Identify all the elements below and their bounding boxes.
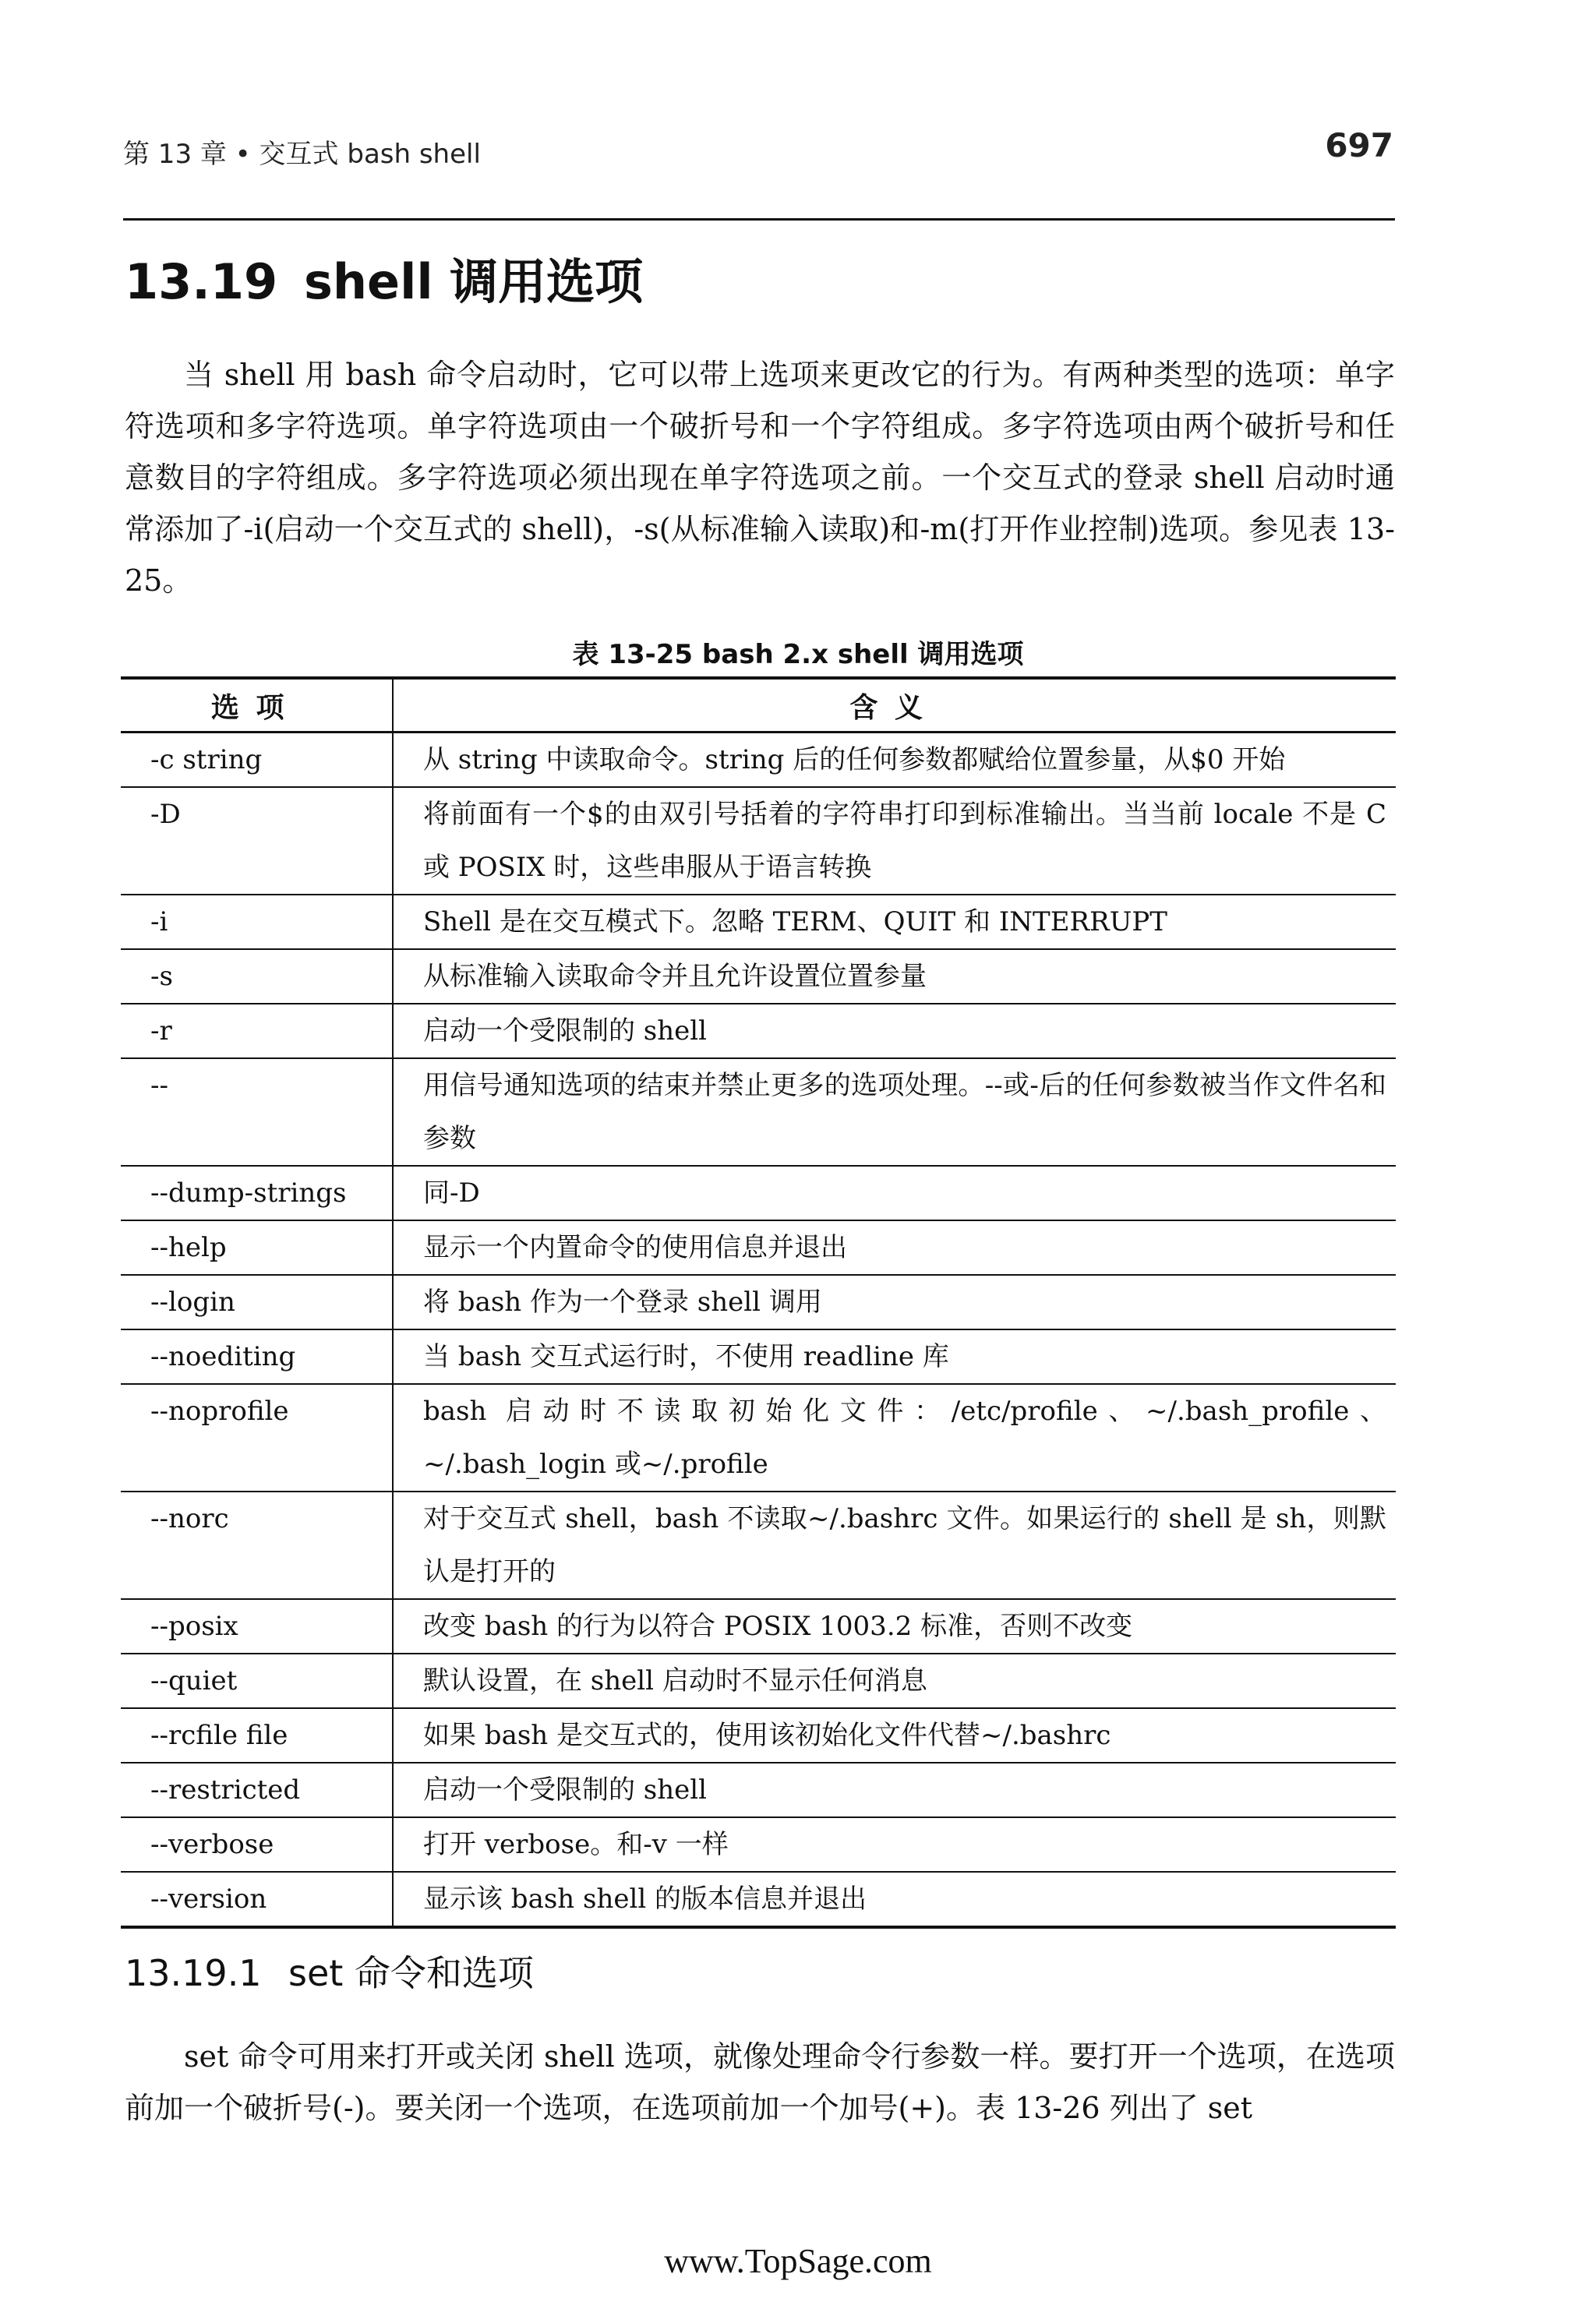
table-row: [121, 1492, 1396, 1599]
option-cell: -s: [121, 949, 393, 1004]
options-table: [121, 676, 1396, 1929]
table-row: [121, 1329, 1396, 1384]
running-head: [123, 126, 1393, 170]
table-row: [121, 1872, 1396, 1927]
table-row: [121, 1599, 1396, 1654]
meaning-cell: 从标准输入读取命令并且允许设置位置参量: [393, 949, 1396, 1004]
option-cell: --verbose: [121, 1817, 393, 1872]
subsection-title: [125, 1945, 534, 1996]
option-cell: --posix: [121, 1599, 393, 1654]
table-row: [121, 1817, 1396, 1872]
meaning-cell: 显示该 bash shell 的版本信息并退出: [393, 1872, 1396, 1927]
section-title: [125, 243, 643, 312]
table-row: [121, 1384, 1396, 1492]
option-cell: --noprofile: [121, 1384, 393, 1492]
table-row: [121, 787, 1396, 895]
section-title-text: shell 调用选项: [304, 253, 644, 310]
meaning-cell: 用信号通知选项的结束并禁止更多的选项处理。--或-后的任何参数被当作文件名和参数: [393, 1058, 1396, 1166]
intro-paragraph: 当 shell 用 bash 命令启动时，它可以带上选项来更改它的行为。有两种类型的选项：单字符选项和多字符选项。单字符选项由一个破折号和一个字符组成。多字符选项由两个破折号和任意数目的字符组成。多字符选项必须出现在单字符选项之前。一个交互式的登录 shell 启动时通常添加了-i(启动一个交互式的 shell)，-s(从标准输入读取)和-m(打开作业控制)选项。参见表 13-25。: [125, 358, 1395, 598]
table-row: [121, 1058, 1396, 1166]
meaning-cell: 启动一个受限制的 shell: [393, 1763, 1396, 1817]
meaning-cell: 从 string 中读取命令。string 后的任何参数都赋给位置参量，从$0 开始: [393, 733, 1396, 788]
table-body: [121, 733, 1396, 1928]
option-cell: --: [121, 1058, 393, 1166]
table-row: [121, 1004, 1396, 1058]
table-row: [121, 1708, 1396, 1763]
meaning-cell: bash 启动时不读取初始化文件：/etc/profile、~/.bash_profile、~/.bash_login 或~/.profile: [393, 1384, 1396, 1492]
table-row: [121, 949, 1396, 1004]
meaning-cell: 显示一个内置命令的使用信息并退出: [393, 1220, 1396, 1275]
header-option: 选项: [121, 678, 393, 733]
header-rule: [123, 218, 1395, 221]
subsection-number: 13.19.1: [125, 1952, 262, 1994]
table-header-row: [121, 678, 1396, 733]
table-row: [121, 1763, 1396, 1817]
meaning-cell: 同-D: [393, 1166, 1396, 1220]
option-cell: --rcfile file: [121, 1708, 393, 1763]
meaning-cell: 将前面有一个$的由双引号括着的字符串打印到标准输出。当当前 locale 不是 C 或 POSIX 时，这些串服从于语言转换: [393, 787, 1396, 895]
chapter-label: 第 13 章 • 交互式 bash shell: [123, 139, 481, 170]
section-number: 13.19: [125, 253, 278, 310]
page-number: 697: [1325, 126, 1393, 164]
header-meaning: 含义: [393, 678, 1396, 733]
option-cell: --version: [121, 1872, 393, 1927]
table-row: [121, 1166, 1396, 1220]
footer-url: www.TopSage.com: [664, 2242, 932, 2280]
option-cell: --dump-strings: [121, 1166, 393, 1220]
meaning-cell: 对于交互式 shell，bash 不读取~/.bashrc 文件。如果运行的 shell 是 sh，则默认是打开的: [393, 1492, 1396, 1599]
meaning-cell: 将 bash 作为一个登录 shell 调用: [393, 1275, 1396, 1329]
option-cell: -c string: [121, 733, 393, 788]
option-cell: --restricted: [121, 1763, 393, 1817]
meaning-cell: 改变 bash 的行为以符合 POSIX 1003.2 标准，否则不改变: [393, 1599, 1396, 1654]
subsection-title-text: set 命令和选项: [288, 1952, 534, 1994]
table-row: [121, 895, 1396, 949]
meaning-cell: 打开 verbose。和-v 一样: [393, 1817, 1396, 1872]
option-cell: --login: [121, 1275, 393, 1329]
table-row: [121, 733, 1396, 788]
option-cell: --quiet: [121, 1654, 393, 1708]
table-row: [121, 1275, 1396, 1329]
meaning-cell: 默认设置，在 shell 启动时不显示任何消息: [393, 1654, 1396, 1708]
meaning-cell: 当 bash 交互式运行时，不使用 readline 库: [393, 1329, 1396, 1384]
closing-paragraph: set 命令可用来打开或关闭 shell 选项，就像处理命令行参数一样。要打开一个选项，在选项前加一个破折号(-)。要关闭一个选项，在选项前加一个加号(+)。表 13-26 列出了 set: [125, 2039, 1395, 2125]
table-caption: 表 13-25 bash 2.x shell 调用选项: [572, 639, 1024, 670]
meaning-cell: Shell 是在交互模式下。忽略 TERM、QUIT 和 INTERRUPT: [393, 895, 1396, 949]
meaning-cell: 启动一个受限制的 shell: [393, 1004, 1396, 1058]
option-cell: --norc: [121, 1492, 393, 1599]
option-cell: --help: [121, 1220, 393, 1275]
option-cell: -D: [121, 787, 393, 895]
option-cell: -r: [121, 1004, 393, 1058]
option-cell: --noediting: [121, 1329, 393, 1384]
meaning-cell: 如果 bash 是交互式的，使用该初始化文件代替~/.bashrc: [393, 1708, 1396, 1763]
option-cell: -i: [121, 895, 393, 949]
table-row: [121, 1654, 1396, 1708]
table-row: [121, 1220, 1396, 1275]
